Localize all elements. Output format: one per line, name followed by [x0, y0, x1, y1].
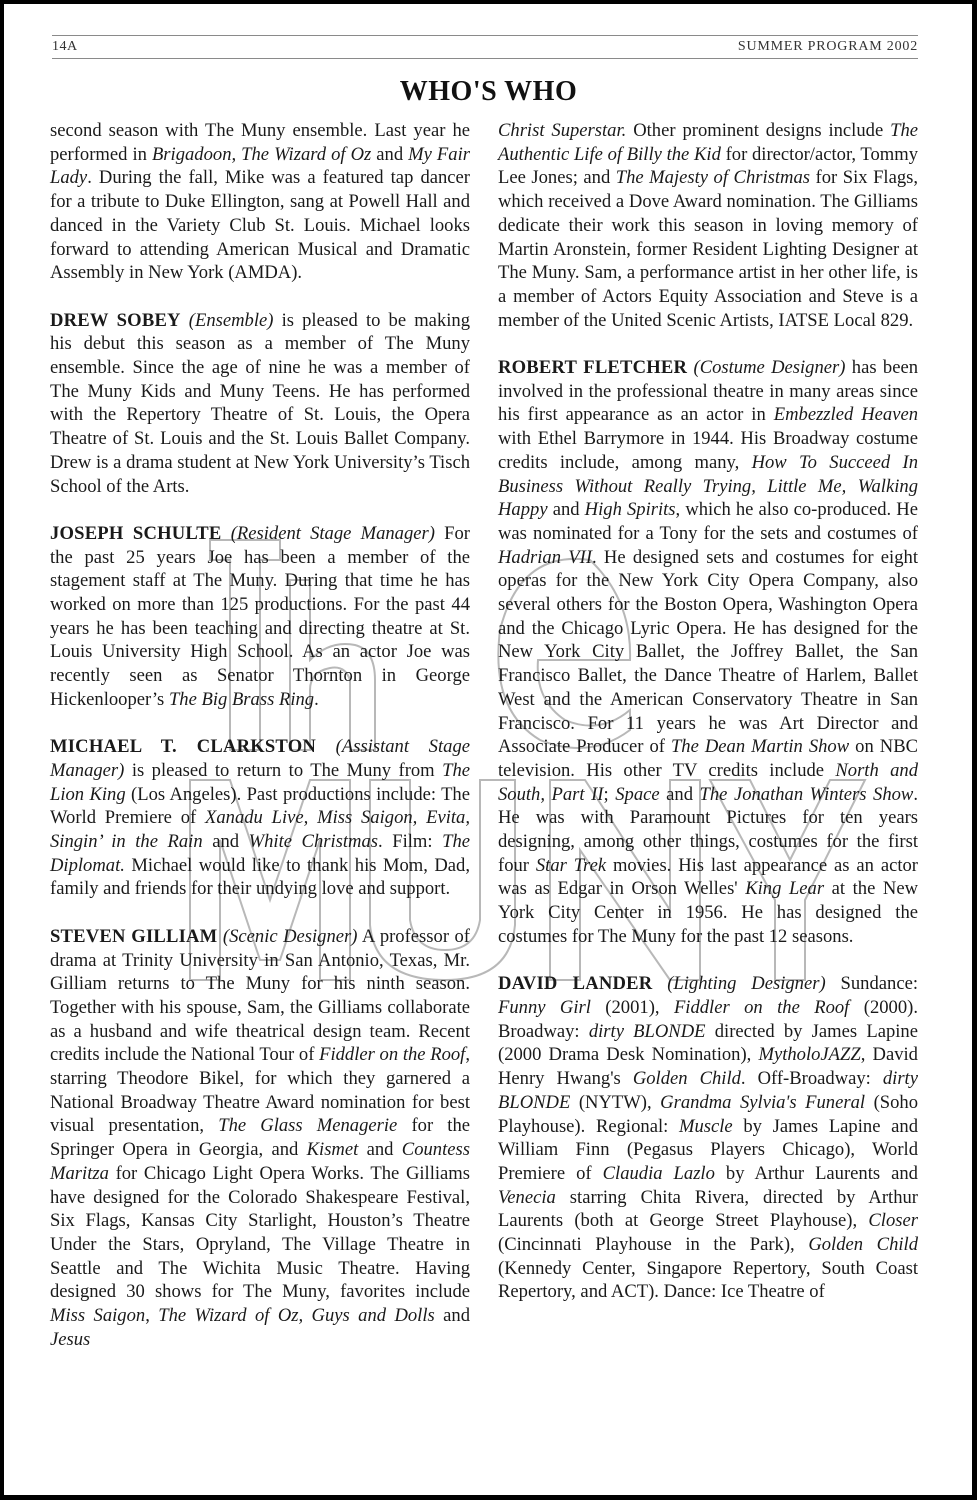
bio-name: DAVID LANDER [498, 973, 653, 995]
bio-role: (Costume Designer) [693, 357, 846, 379]
italic-title: The Glass Menagerie [218, 1115, 398, 1137]
italic-title: Brigadoon, The Wizard of Oz [151, 143, 372, 165]
bio-body: A professor of drama at Trinity University in San Antonio, Texas, Mr. Gilliam returns to The Muny for his ninth season. Together with his spouse, Sam, the Gilliams collaborate as a husband and wife theatrical design team. Recent credits include the National Tour of Fiddler on the Roof, starring Theodore Bikel, for which they garnered a National Broadway Theatre Award nomination for best visual presentation, The Glass Menagerie for the Springer Opera in Georgia, and Kismet and Countess Maritza for Chicago Light Opera Works. The Gilliams have designed for the Colorado Shakespeare Festival, Six Flags, Kansas City Starlight, Houston’s Theatre Under the Stars, Opryland, The Village Theatre in Seattle and The Wichita Music Theatre. Having designed 30 shows for The Muny, favorites include Miss Saigon, The Wizard of Oz, Guys and Dolls and Jesus [50, 925, 471, 1350]
italic-title: The Diplomat. [50, 831, 470, 876]
italic-title: Kismet [306, 1139, 359, 1161]
italic-title: Venecia [498, 1186, 556, 1208]
italic-title: My Fair Lady [50, 143, 470, 189]
italic-title: How To Succeed In Business Without Really Trying, Little Me, Walking Happy [498, 451, 918, 521]
publication-title: SUMMER PROGRAM 2002 [737, 39, 918, 54]
italic-title: Grandma Sylvia's Funeral [660, 1091, 866, 1113]
bio-role: (Scenic Designer) [222, 925, 358, 947]
italic-title: Miss Saigon [50, 1305, 146, 1327]
italic-title: The Dean Martin Show [670, 736, 850, 758]
bio-role: (Ensemble) [188, 309, 274, 331]
italic-title: King Lear [745, 878, 825, 900]
italic-title: The Authentic Life of Billy the Kid [498, 120, 918, 165]
bio-body: Sundance: Funny Girl (2001), Fiddler on the Roof (2000). Broadway: dirty BLONDE directed by James Lapine (2000 Drama Desk Nomination), MytholoJAZZ, David Henry Hwang's Golden Child. Off-Broadway: dirty BLONDE (NYTW), Grandma Sylvia's Funeral (Soho Playhouse). Regional: Muscle by James Lapine and William Finn (Pegasus Players Chicago), World Premiere of Claudia Lazlo by Arthur Laurents and Venecia starring Chita Rivera, directed by Arthur Laurents (both at George Street Playhouse), Closer (Cincinnati Playhouse in the Park), Golden Child (Kennedy Center, Singapore Repertory, South Coast Repertory, and ACT). Dance: Ice Theatre of [498, 973, 918, 1303]
italic-title: Fiddler on the Roof [673, 996, 850, 1018]
italic-title: Golden Child [632, 1068, 741, 1090]
right-column [498, 119, 918, 1328]
bio-steven-gilliam [50, 925, 470, 1352]
bio-david-lander [498, 972, 918, 1304]
bio-name: STEVEN GILLIAM [50, 925, 218, 947]
bio-body: has been involved in the professional theatre in many areas since his first appearance as an actor in Embezzled Heaven with Ethel Barrymore in 1944. His Broadway costume credits include, among many, How To Succeed In Business Without Really Trying, Little Me, Walking Happy and High Spirits, which he also co-produced. He was nominated for a Tony for the sets and costumes of Hadrian VII. He designed sets and costumes for eight operas for the New York City Opera Company, also several others for the Boston Opera, Washington Opera and the Chicago Lyric Opera. He has designed for the New York City Ballet, the Joffrey Ballet, the San Francisco Ballet, the Dance Theatre of Harlem, Ballet West and the American Conservatory Theatre in San Francisco. For 11 years he was Art Director and Associate Producer of The Dean Martin Show on NBC television. His other TV credits include North and South, Part II; Space and The Jonathan Winters Show. He was with Paramount Pictures for ten years designing, among other things, costumes for the first four Star Trek movies. His last appearance as an actor was as Edgar in Orson Welles' King Lear at the New York City Center in 1956. He has designed the costumes for The Muny for the past 12 seasons. [498, 357, 919, 947]
italic-title: Fiddler on the Roof [319, 1044, 466, 1066]
italic-title: dirty BLONDE [498, 1068, 918, 1113]
bio-robert-fletcher [498, 356, 918, 949]
italic-title: High Spirits [584, 499, 676, 521]
bio-drew-sobey [50, 309, 470, 499]
italic-title: Xanadu Live, Miss Saigon, Evita, Singin’ in the Rain [50, 807, 470, 853]
bio-steven-gilliam-continued: Christ Superstar. Other prominent designs include The Authentic Life of Billy the Kid for director/actor, Tommy Lee Jones; and The Majesty of Christmas for Six Flags, which received a Dove Award nomination. The Gilliams dedicate their work this season in loving memory of Martin Aronstein, former Resident Lighting Designer at The Muny. Sam, a performance artist in her other life, is a member of Actors Equity Association and Steve is a member of the United Scenic Artists, IATSE Local 829. [498, 120, 919, 331]
italic-title: Christ Superstar. [498, 120, 627, 141]
italic-title: Closer [868, 1210, 918, 1232]
italic-title: Funny Girl [498, 996, 591, 1018]
section-title: WHO'S WHO [399, 76, 578, 107]
bio-continuation: second season with The Muny ensemble. Last year he performed in Brigadoon, The Wizard of Oz and My Fair Lady. During the fall, Mike was a featured tap dancer for a tribute to Duke Ellington, sang at Powell Hall and danced in the Variety Club St. Louis. Michael looks forward to attending American Musical and Dramatic Assembly in New York (AMDA). [50, 120, 470, 284]
italic-title: dirty BLONDE [588, 1020, 706, 1042]
bio-name: JOSEPH SCHULTE [50, 522, 222, 544]
running-header [52, 35, 918, 59]
bio-joseph-schulte [50, 522, 470, 712]
italic-title: The Wizard of Oz, Guys and Dolls [158, 1305, 435, 1327]
italic-title: The Lion King [50, 759, 470, 805]
italic-title: Star Trek [535, 854, 607, 876]
bio-body: is pleased to be making his debut this season as a member of The Muny ensemble. Since the age of nine he was a member of The Muny Kids and Muny Teens. He has performed with the Repertory Theatre of St. Louis, the Opera Theatre of St. Louis and the St. Louis Ballet Company. Drew is a drama student at New York University’s Tisch School of the Arts. [50, 309, 470, 497]
bio-michael-clarkston [50, 735, 470, 901]
bio-name: ROBERT FLETCHER [498, 357, 688, 379]
italic-title: North and South, Part II [498, 759, 918, 805]
italic-title: Space [615, 783, 660, 805]
bio-body: is pleased to return to The Muny from The Lion King (Los Angeles). Past productions include: The World Premiere of Xanadu Live, Miss Saigon, Evita, Singin’ in the Rain and White Christmas. Film: The Diplomat. Michael would like to thank his Mom, Dad, family and friends for their undying love and support. [50, 759, 470, 900]
italic-title: Countess Maritza [50, 1139, 470, 1184]
italic-title: MytholoJAZZ [758, 1044, 861, 1066]
italic-title: The Jonathan Winters Show [699, 783, 914, 805]
italic-title: Hadrian VII [498, 546, 593, 568]
italic-title: Jesus [50, 1328, 91, 1350]
italic-title: The Majesty of Christmas [615, 167, 811, 189]
page-number: 14A [52, 39, 78, 54]
italic-title: Embezzled Heaven [773, 404, 919, 426]
bio-role: (Resident Stage Manager) [230, 522, 435, 544]
italic-title: The Big Brass Ring [168, 688, 315, 710]
bio-role: (Assistant Stage Manager) [50, 736, 470, 781]
italic-title: Claudia Lazlo [602, 1162, 715, 1184]
bio-name: MICHAEL T. CLARKSTON [50, 736, 316, 758]
italic-title: Muscle [678, 1115, 733, 1137]
bio-role: (Lighting Designer) [667, 973, 826, 995]
italic-title: Golden Child [808, 1234, 918, 1256]
left-column [50, 119, 470, 1375]
bio-body: For the past 25 years Joe has been a member of the stagement staff at The Muny. During that time he has worked on more than 125 productions. For the past 44 years he has been teaching and directing theatre at St. Louis University High School. As an actor Joe was recently seen as Senator Thornton in George Hickenlooper’s The Big Brass Ring. [50, 522, 470, 710]
bio-name: DREW SOBEY [50, 309, 181, 331]
italic-title: White Christmas [248, 831, 379, 853]
